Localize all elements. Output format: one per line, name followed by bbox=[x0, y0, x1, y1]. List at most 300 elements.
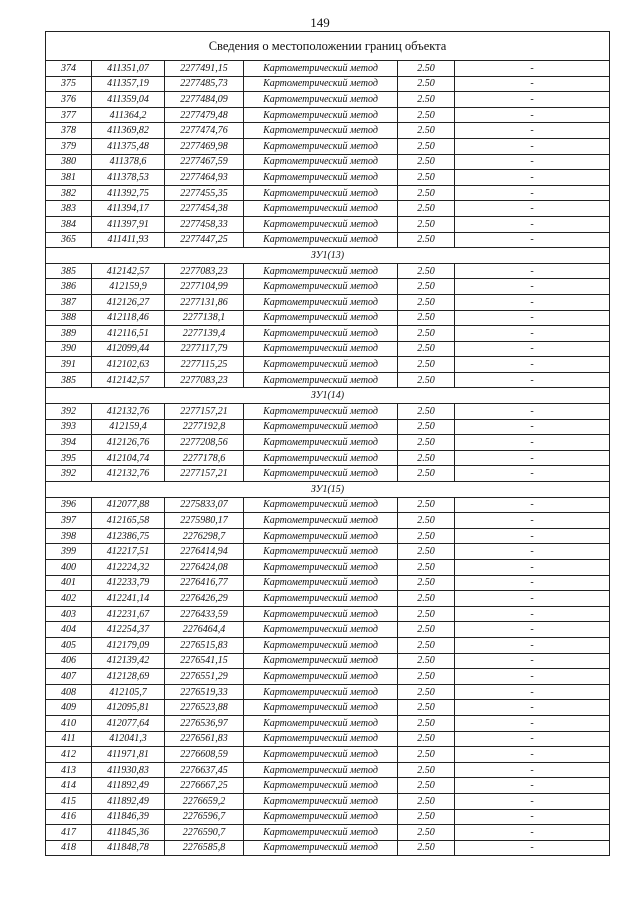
accuracy-cell: 2.50 bbox=[398, 170, 455, 186]
accuracy-cell: 2.50 bbox=[398, 357, 455, 373]
table-row bbox=[46, 92, 610, 108]
accuracy-cell: 2.50 bbox=[398, 731, 455, 747]
point-number-cell: 412 bbox=[46, 747, 92, 763]
y-coordinate-cell: 2276561,83 bbox=[165, 731, 244, 747]
point-number-cell: 398 bbox=[46, 528, 92, 544]
x-coordinate-cell: 411892,49 bbox=[92, 793, 165, 809]
x-coordinate-cell: 412095,81 bbox=[92, 700, 165, 716]
page-number: 149 bbox=[310, 15, 330, 30]
x-coordinate-cell: 411845,36 bbox=[92, 825, 165, 841]
accuracy-cell: 2.50 bbox=[398, 232, 455, 248]
method-cell: Картометрический метод bbox=[244, 700, 398, 716]
y-coordinate-cell: 2277157,21 bbox=[165, 466, 244, 482]
x-coordinate-cell: 411971,81 bbox=[92, 747, 165, 763]
description-cell: - bbox=[455, 61, 610, 77]
x-coordinate-cell: 412233,79 bbox=[92, 575, 165, 591]
description-cell: - bbox=[455, 622, 610, 638]
point-number-cell: 400 bbox=[46, 560, 92, 576]
table-row bbox=[46, 591, 610, 607]
y-coordinate-cell: 2275833,07 bbox=[165, 497, 244, 513]
x-coordinate-cell: 412241,14 bbox=[92, 591, 165, 607]
section-label: ЗУ1(15) bbox=[46, 482, 610, 498]
description-cell: - bbox=[455, 653, 610, 669]
table-row bbox=[46, 715, 610, 731]
y-coordinate-cell: 2277464,93 bbox=[165, 170, 244, 186]
accuracy-cell: 2.50 bbox=[398, 372, 455, 388]
method-cell: Картометрический метод bbox=[244, 528, 398, 544]
table-row bbox=[46, 170, 610, 186]
method-cell: Картометрический метод bbox=[244, 201, 398, 217]
table-row bbox=[46, 372, 610, 388]
table-row bbox=[46, 793, 610, 809]
description-cell: - bbox=[455, 575, 610, 591]
x-coordinate-cell: 411411,93 bbox=[92, 232, 165, 248]
method-cell: Картометрический метод bbox=[244, 216, 398, 232]
x-coordinate-cell: 412217,51 bbox=[92, 544, 165, 560]
point-number-cell: 375 bbox=[46, 76, 92, 92]
table-row bbox=[46, 840, 610, 856]
y-coordinate-cell: 2277192,8 bbox=[165, 419, 244, 435]
y-coordinate-cell: 2277117,79 bbox=[165, 341, 244, 357]
x-coordinate-cell: 412105,7 bbox=[92, 684, 165, 700]
method-cell: Картометрический метод bbox=[244, 185, 398, 201]
description-cell: - bbox=[455, 92, 610, 108]
accuracy-cell: 2.50 bbox=[398, 809, 455, 825]
table-row bbox=[46, 497, 610, 513]
y-coordinate-cell: 2276659,2 bbox=[165, 793, 244, 809]
method-cell: Картометрический метод bbox=[244, 450, 398, 466]
point-number-cell: 392 bbox=[46, 466, 92, 482]
y-coordinate-cell: 2277131,86 bbox=[165, 294, 244, 310]
point-number-cell: 393 bbox=[46, 419, 92, 435]
table-row bbox=[46, 232, 610, 248]
x-coordinate-cell: 412159,9 bbox=[92, 279, 165, 295]
method-cell: Картометрический метод bbox=[244, 497, 398, 513]
method-cell: Картометрический метод bbox=[244, 294, 398, 310]
point-number-cell: 405 bbox=[46, 637, 92, 653]
description-cell: - bbox=[455, 466, 610, 482]
point-number-cell: 416 bbox=[46, 809, 92, 825]
y-coordinate-cell: 2277479,48 bbox=[165, 107, 244, 123]
accuracy-cell: 2.50 bbox=[398, 637, 455, 653]
table-row bbox=[46, 154, 610, 170]
description-cell: - bbox=[455, 123, 610, 139]
description-cell: - bbox=[455, 544, 610, 560]
point-number-cell: 380 bbox=[46, 154, 92, 170]
table-row bbox=[46, 809, 610, 825]
point-number-cell: 396 bbox=[46, 497, 92, 513]
y-coordinate-cell: 2276536,97 bbox=[165, 715, 244, 731]
method-cell: Картометрический метод bbox=[244, 466, 398, 482]
description-cell: - bbox=[455, 560, 610, 576]
y-coordinate-cell: 2277474,76 bbox=[165, 123, 244, 139]
description-cell: - bbox=[455, 669, 610, 685]
description-cell: - bbox=[455, 778, 610, 794]
accuracy-cell: 2.50 bbox=[398, 778, 455, 794]
description-cell: - bbox=[455, 107, 610, 123]
table-row bbox=[46, 700, 610, 716]
method-cell: Картометрический метод bbox=[244, 825, 398, 841]
y-coordinate-cell: 2275980,17 bbox=[165, 513, 244, 529]
y-coordinate-cell: 2276298,7 bbox=[165, 528, 244, 544]
x-coordinate-cell: 412126,76 bbox=[92, 435, 165, 451]
method-cell: Картометрический метод bbox=[244, 419, 398, 435]
table-title-row bbox=[46, 32, 610, 61]
accuracy-cell: 2.50 bbox=[398, 793, 455, 809]
point-number-cell: 365 bbox=[46, 232, 92, 248]
x-coordinate-cell: 412142,57 bbox=[92, 372, 165, 388]
description-cell: - bbox=[455, 138, 610, 154]
point-number-cell: 395 bbox=[46, 450, 92, 466]
y-coordinate-cell: 2276433,59 bbox=[165, 606, 244, 622]
y-coordinate-cell: 2277484,09 bbox=[165, 92, 244, 108]
x-coordinate-cell: 412132,76 bbox=[92, 466, 165, 482]
method-cell: Картометрический метод bbox=[244, 544, 398, 560]
method-cell: Картометрический метод bbox=[244, 840, 398, 856]
point-number-cell: 383 bbox=[46, 201, 92, 217]
accuracy-cell: 2.50 bbox=[398, 294, 455, 310]
y-coordinate-cell: 2276590,7 bbox=[165, 825, 244, 841]
description-cell: - bbox=[455, 513, 610, 529]
y-coordinate-cell: 2276426,29 bbox=[165, 591, 244, 607]
method-cell: Картометрический метод bbox=[244, 435, 398, 451]
accuracy-cell: 2.50 bbox=[398, 404, 455, 420]
accuracy-cell: 2.50 bbox=[398, 154, 455, 170]
y-coordinate-cell: 2277083,23 bbox=[165, 263, 244, 279]
x-coordinate-cell: 411378,53 bbox=[92, 170, 165, 186]
x-coordinate-cell: 411397,91 bbox=[92, 216, 165, 232]
point-number-cell: 386 bbox=[46, 279, 92, 295]
method-cell: Картометрический метод bbox=[244, 107, 398, 123]
table-row bbox=[46, 61, 610, 77]
description-cell: - bbox=[455, 747, 610, 763]
accuracy-cell: 2.50 bbox=[398, 653, 455, 669]
table-row bbox=[46, 606, 610, 622]
description-cell: - bbox=[455, 419, 610, 435]
section-label: ЗУ1(13) bbox=[46, 248, 610, 264]
point-number-cell: 392 bbox=[46, 404, 92, 420]
accuracy-cell: 2.50 bbox=[398, 185, 455, 201]
y-coordinate-cell: 2277458,33 bbox=[165, 216, 244, 232]
method-cell: Картометрический метод bbox=[244, 591, 398, 607]
point-number-cell: 417 bbox=[46, 825, 92, 841]
y-coordinate-cell: 2276414,94 bbox=[165, 544, 244, 560]
table-row bbox=[46, 326, 610, 342]
table-row bbox=[46, 684, 610, 700]
accuracy-cell: 2.50 bbox=[398, 497, 455, 513]
x-coordinate-cell: 412386,75 bbox=[92, 528, 165, 544]
method-cell: Картометрический метод bbox=[244, 372, 398, 388]
point-number-cell: 391 bbox=[46, 357, 92, 373]
table-row bbox=[46, 747, 610, 763]
description-cell: - bbox=[455, 435, 610, 451]
point-number-cell: 387 bbox=[46, 294, 92, 310]
description-cell: - bbox=[455, 731, 610, 747]
y-coordinate-cell: 2277139,4 bbox=[165, 326, 244, 342]
x-coordinate-cell: 411846,39 bbox=[92, 809, 165, 825]
table-row bbox=[46, 560, 610, 576]
table-row bbox=[46, 404, 610, 420]
x-coordinate-cell: 412126,27 bbox=[92, 294, 165, 310]
method-cell: Картометрический метод bbox=[244, 92, 398, 108]
description-cell: - bbox=[455, 715, 610, 731]
accuracy-cell: 2.50 bbox=[398, 606, 455, 622]
table-row bbox=[46, 76, 610, 92]
method-cell: Картометрический метод bbox=[244, 653, 398, 669]
x-coordinate-cell: 412118,46 bbox=[92, 310, 165, 326]
point-number-cell: 414 bbox=[46, 778, 92, 794]
description-cell: - bbox=[455, 372, 610, 388]
table-row bbox=[46, 731, 610, 747]
section-header-row bbox=[46, 388, 610, 404]
description-cell: - bbox=[455, 793, 610, 809]
description-cell: - bbox=[455, 809, 610, 825]
accuracy-cell: 2.50 bbox=[398, 622, 455, 638]
method-cell: Картометрический метод bbox=[244, 76, 398, 92]
table-row bbox=[46, 185, 610, 201]
accuracy-cell: 2.50 bbox=[398, 138, 455, 154]
point-number-cell: 377 bbox=[46, 107, 92, 123]
method-cell: Картометрический метод bbox=[244, 341, 398, 357]
y-coordinate-cell: 2277157,21 bbox=[165, 404, 244, 420]
table-row bbox=[46, 762, 610, 778]
method-cell: Картометрический метод bbox=[244, 263, 398, 279]
method-cell: Картометрический метод bbox=[244, 669, 398, 685]
description-cell: - bbox=[455, 450, 610, 466]
x-coordinate-cell: 411848,78 bbox=[92, 840, 165, 856]
method-cell: Картометрический метод bbox=[244, 232, 398, 248]
description-cell: - bbox=[455, 310, 610, 326]
y-coordinate-cell: 2277491,15 bbox=[165, 61, 244, 77]
table-row bbox=[46, 341, 610, 357]
x-coordinate-cell: 412142,57 bbox=[92, 263, 165, 279]
point-number-cell: 381 bbox=[46, 170, 92, 186]
table-row bbox=[46, 466, 610, 482]
accuracy-cell: 2.50 bbox=[398, 747, 455, 763]
x-coordinate-cell: 412041,3 bbox=[92, 731, 165, 747]
description-cell: - bbox=[455, 357, 610, 373]
accuracy-cell: 2.50 bbox=[398, 310, 455, 326]
x-coordinate-cell: 412231,67 bbox=[92, 606, 165, 622]
x-coordinate-cell: 412099,44 bbox=[92, 341, 165, 357]
point-number-cell: 418 bbox=[46, 840, 92, 856]
description-cell: - bbox=[455, 185, 610, 201]
description-cell: - bbox=[455, 404, 610, 420]
description-cell: - bbox=[455, 700, 610, 716]
point-number-cell: 385 bbox=[46, 263, 92, 279]
accuracy-cell: 2.50 bbox=[398, 544, 455, 560]
table-row bbox=[46, 294, 610, 310]
point-number-cell: 399 bbox=[46, 544, 92, 560]
table-row bbox=[46, 138, 610, 154]
point-number-cell: 404 bbox=[46, 622, 92, 638]
description-cell: - bbox=[455, 591, 610, 607]
accuracy-cell: 2.50 bbox=[398, 825, 455, 841]
y-coordinate-cell: 2276596,7 bbox=[165, 809, 244, 825]
x-coordinate-cell: 411375,48 bbox=[92, 138, 165, 154]
table-row bbox=[46, 419, 610, 435]
y-coordinate-cell: 2276585,8 bbox=[165, 840, 244, 856]
description-cell: - bbox=[455, 170, 610, 186]
method-cell: Картометрический метод bbox=[244, 762, 398, 778]
y-coordinate-cell: 2276541,15 bbox=[165, 653, 244, 669]
description-cell: - bbox=[455, 216, 610, 232]
accuracy-cell: 2.50 bbox=[398, 575, 455, 591]
table-row bbox=[46, 653, 610, 669]
x-coordinate-cell: 411359,04 bbox=[92, 92, 165, 108]
description-cell: - bbox=[455, 263, 610, 279]
table-row bbox=[46, 575, 610, 591]
table-row bbox=[46, 310, 610, 326]
accuracy-cell: 2.50 bbox=[398, 61, 455, 77]
y-coordinate-cell: 2277083,23 bbox=[165, 372, 244, 388]
accuracy-cell: 2.50 bbox=[398, 326, 455, 342]
table-row bbox=[46, 637, 610, 653]
table-row bbox=[46, 279, 610, 295]
x-coordinate-cell: 411394,17 bbox=[92, 201, 165, 217]
point-number-cell: 402 bbox=[46, 591, 92, 607]
x-coordinate-cell: 411364,2 bbox=[92, 107, 165, 123]
y-coordinate-cell: 2277104,99 bbox=[165, 279, 244, 295]
point-number-cell: 410 bbox=[46, 715, 92, 731]
description-cell: - bbox=[455, 528, 610, 544]
method-cell: Картометрический метод bbox=[244, 793, 398, 809]
accuracy-cell: 2.50 bbox=[398, 216, 455, 232]
table-body bbox=[46, 32, 610, 856]
y-coordinate-cell: 2277447,25 bbox=[165, 232, 244, 248]
description-cell: - bbox=[455, 76, 610, 92]
point-number-cell: 403 bbox=[46, 606, 92, 622]
point-number-cell: 413 bbox=[46, 762, 92, 778]
table-row bbox=[46, 544, 610, 560]
method-cell: Картометрический метод bbox=[244, 513, 398, 529]
method-cell: Картометрический метод bbox=[244, 809, 398, 825]
x-coordinate-cell: 411892,49 bbox=[92, 778, 165, 794]
x-coordinate-cell: 412139,42 bbox=[92, 653, 165, 669]
accuracy-cell: 2.50 bbox=[398, 513, 455, 529]
method-cell: Картометрический метод bbox=[244, 622, 398, 638]
method-cell: Картометрический метод bbox=[244, 637, 398, 653]
accuracy-cell: 2.50 bbox=[398, 263, 455, 279]
method-cell: Картометрический метод bbox=[244, 154, 398, 170]
method-cell: Картометрический метод bbox=[244, 731, 398, 747]
point-number-cell: 378 bbox=[46, 123, 92, 139]
x-coordinate-cell: 411392,75 bbox=[92, 185, 165, 201]
accuracy-cell: 2.50 bbox=[398, 466, 455, 482]
x-coordinate-cell: 411369,82 bbox=[92, 123, 165, 139]
x-coordinate-cell: 412102,63 bbox=[92, 357, 165, 373]
table-row bbox=[46, 450, 610, 466]
method-cell: Картометрический метод bbox=[244, 279, 398, 295]
section-header-row bbox=[46, 482, 610, 498]
accuracy-cell: 2.50 bbox=[398, 123, 455, 139]
method-cell: Картометрический метод bbox=[244, 715, 398, 731]
point-number-cell: 415 bbox=[46, 793, 92, 809]
accuracy-cell: 2.50 bbox=[398, 201, 455, 217]
table-row bbox=[46, 123, 610, 139]
point-number-cell: 411 bbox=[46, 731, 92, 747]
y-coordinate-cell: 2277454,38 bbox=[165, 201, 244, 217]
x-coordinate-cell: 412224,32 bbox=[92, 560, 165, 576]
description-cell: - bbox=[455, 201, 610, 217]
accuracy-cell: 2.50 bbox=[398, 528, 455, 544]
table-row bbox=[46, 825, 610, 841]
method-cell: Картометрический метод bbox=[244, 606, 398, 622]
y-coordinate-cell: 2277485,73 bbox=[165, 76, 244, 92]
description-cell: - bbox=[455, 606, 610, 622]
table-row bbox=[46, 263, 610, 279]
point-number-cell: 388 bbox=[46, 310, 92, 326]
table-row bbox=[46, 778, 610, 794]
y-coordinate-cell: 2276667,25 bbox=[165, 778, 244, 794]
y-coordinate-cell: 2276637,45 bbox=[165, 762, 244, 778]
method-cell: Картометрический метод bbox=[244, 684, 398, 700]
table-title: Сведения о местоположении границ объекта bbox=[46, 32, 610, 61]
table-row bbox=[46, 528, 610, 544]
method-cell: Картометрический метод bbox=[244, 575, 398, 591]
point-number-cell: 409 bbox=[46, 700, 92, 716]
description-cell: - bbox=[455, 637, 610, 653]
point-number-cell: 385 bbox=[46, 372, 92, 388]
accuracy-cell: 2.50 bbox=[398, 669, 455, 685]
table-row bbox=[46, 435, 610, 451]
table-row bbox=[46, 513, 610, 529]
accuracy-cell: 2.50 bbox=[398, 419, 455, 435]
y-coordinate-cell: 2276416,77 bbox=[165, 575, 244, 591]
y-coordinate-cell: 2276519,33 bbox=[165, 684, 244, 700]
point-number-cell: 407 bbox=[46, 669, 92, 685]
description-cell: - bbox=[455, 684, 610, 700]
description-cell: - bbox=[455, 840, 610, 856]
accuracy-cell: 2.50 bbox=[398, 450, 455, 466]
description-cell: - bbox=[455, 279, 610, 295]
x-coordinate-cell: 412179,09 bbox=[92, 637, 165, 653]
x-coordinate-cell: 412077,88 bbox=[92, 497, 165, 513]
table-row bbox=[46, 622, 610, 638]
point-number-cell: 406 bbox=[46, 653, 92, 669]
x-coordinate-cell: 411357,19 bbox=[92, 76, 165, 92]
table-row bbox=[46, 669, 610, 685]
method-cell: Картометрический метод bbox=[244, 123, 398, 139]
method-cell: Картометрический метод bbox=[244, 138, 398, 154]
accuracy-cell: 2.50 bbox=[398, 560, 455, 576]
accuracy-cell: 2.50 bbox=[398, 435, 455, 451]
description-cell: - bbox=[455, 341, 610, 357]
y-coordinate-cell: 2277208,56 bbox=[165, 435, 244, 451]
y-coordinate-cell: 2276523,88 bbox=[165, 700, 244, 716]
accuracy-cell: 2.50 bbox=[398, 700, 455, 716]
y-coordinate-cell: 2276608,59 bbox=[165, 747, 244, 763]
y-coordinate-cell: 2276515,83 bbox=[165, 637, 244, 653]
table-row bbox=[46, 201, 610, 217]
y-coordinate-cell: 2277455,35 bbox=[165, 185, 244, 201]
x-coordinate-cell: 412077,64 bbox=[92, 715, 165, 731]
accuracy-cell: 2.50 bbox=[398, 840, 455, 856]
description-cell: - bbox=[455, 326, 610, 342]
y-coordinate-cell: 2276424,08 bbox=[165, 560, 244, 576]
point-number-cell: 376 bbox=[46, 92, 92, 108]
method-cell: Картометрический метод bbox=[244, 778, 398, 794]
boundary-coordinates-table bbox=[45, 31, 610, 856]
x-coordinate-cell: 412104,74 bbox=[92, 450, 165, 466]
accuracy-cell: 2.50 bbox=[398, 341, 455, 357]
method-cell: Картометрический метод bbox=[244, 404, 398, 420]
x-coordinate-cell: 412116,51 bbox=[92, 326, 165, 342]
accuracy-cell: 2.50 bbox=[398, 684, 455, 700]
point-number-cell: 384 bbox=[46, 216, 92, 232]
table-row bbox=[46, 357, 610, 373]
accuracy-cell: 2.50 bbox=[398, 92, 455, 108]
